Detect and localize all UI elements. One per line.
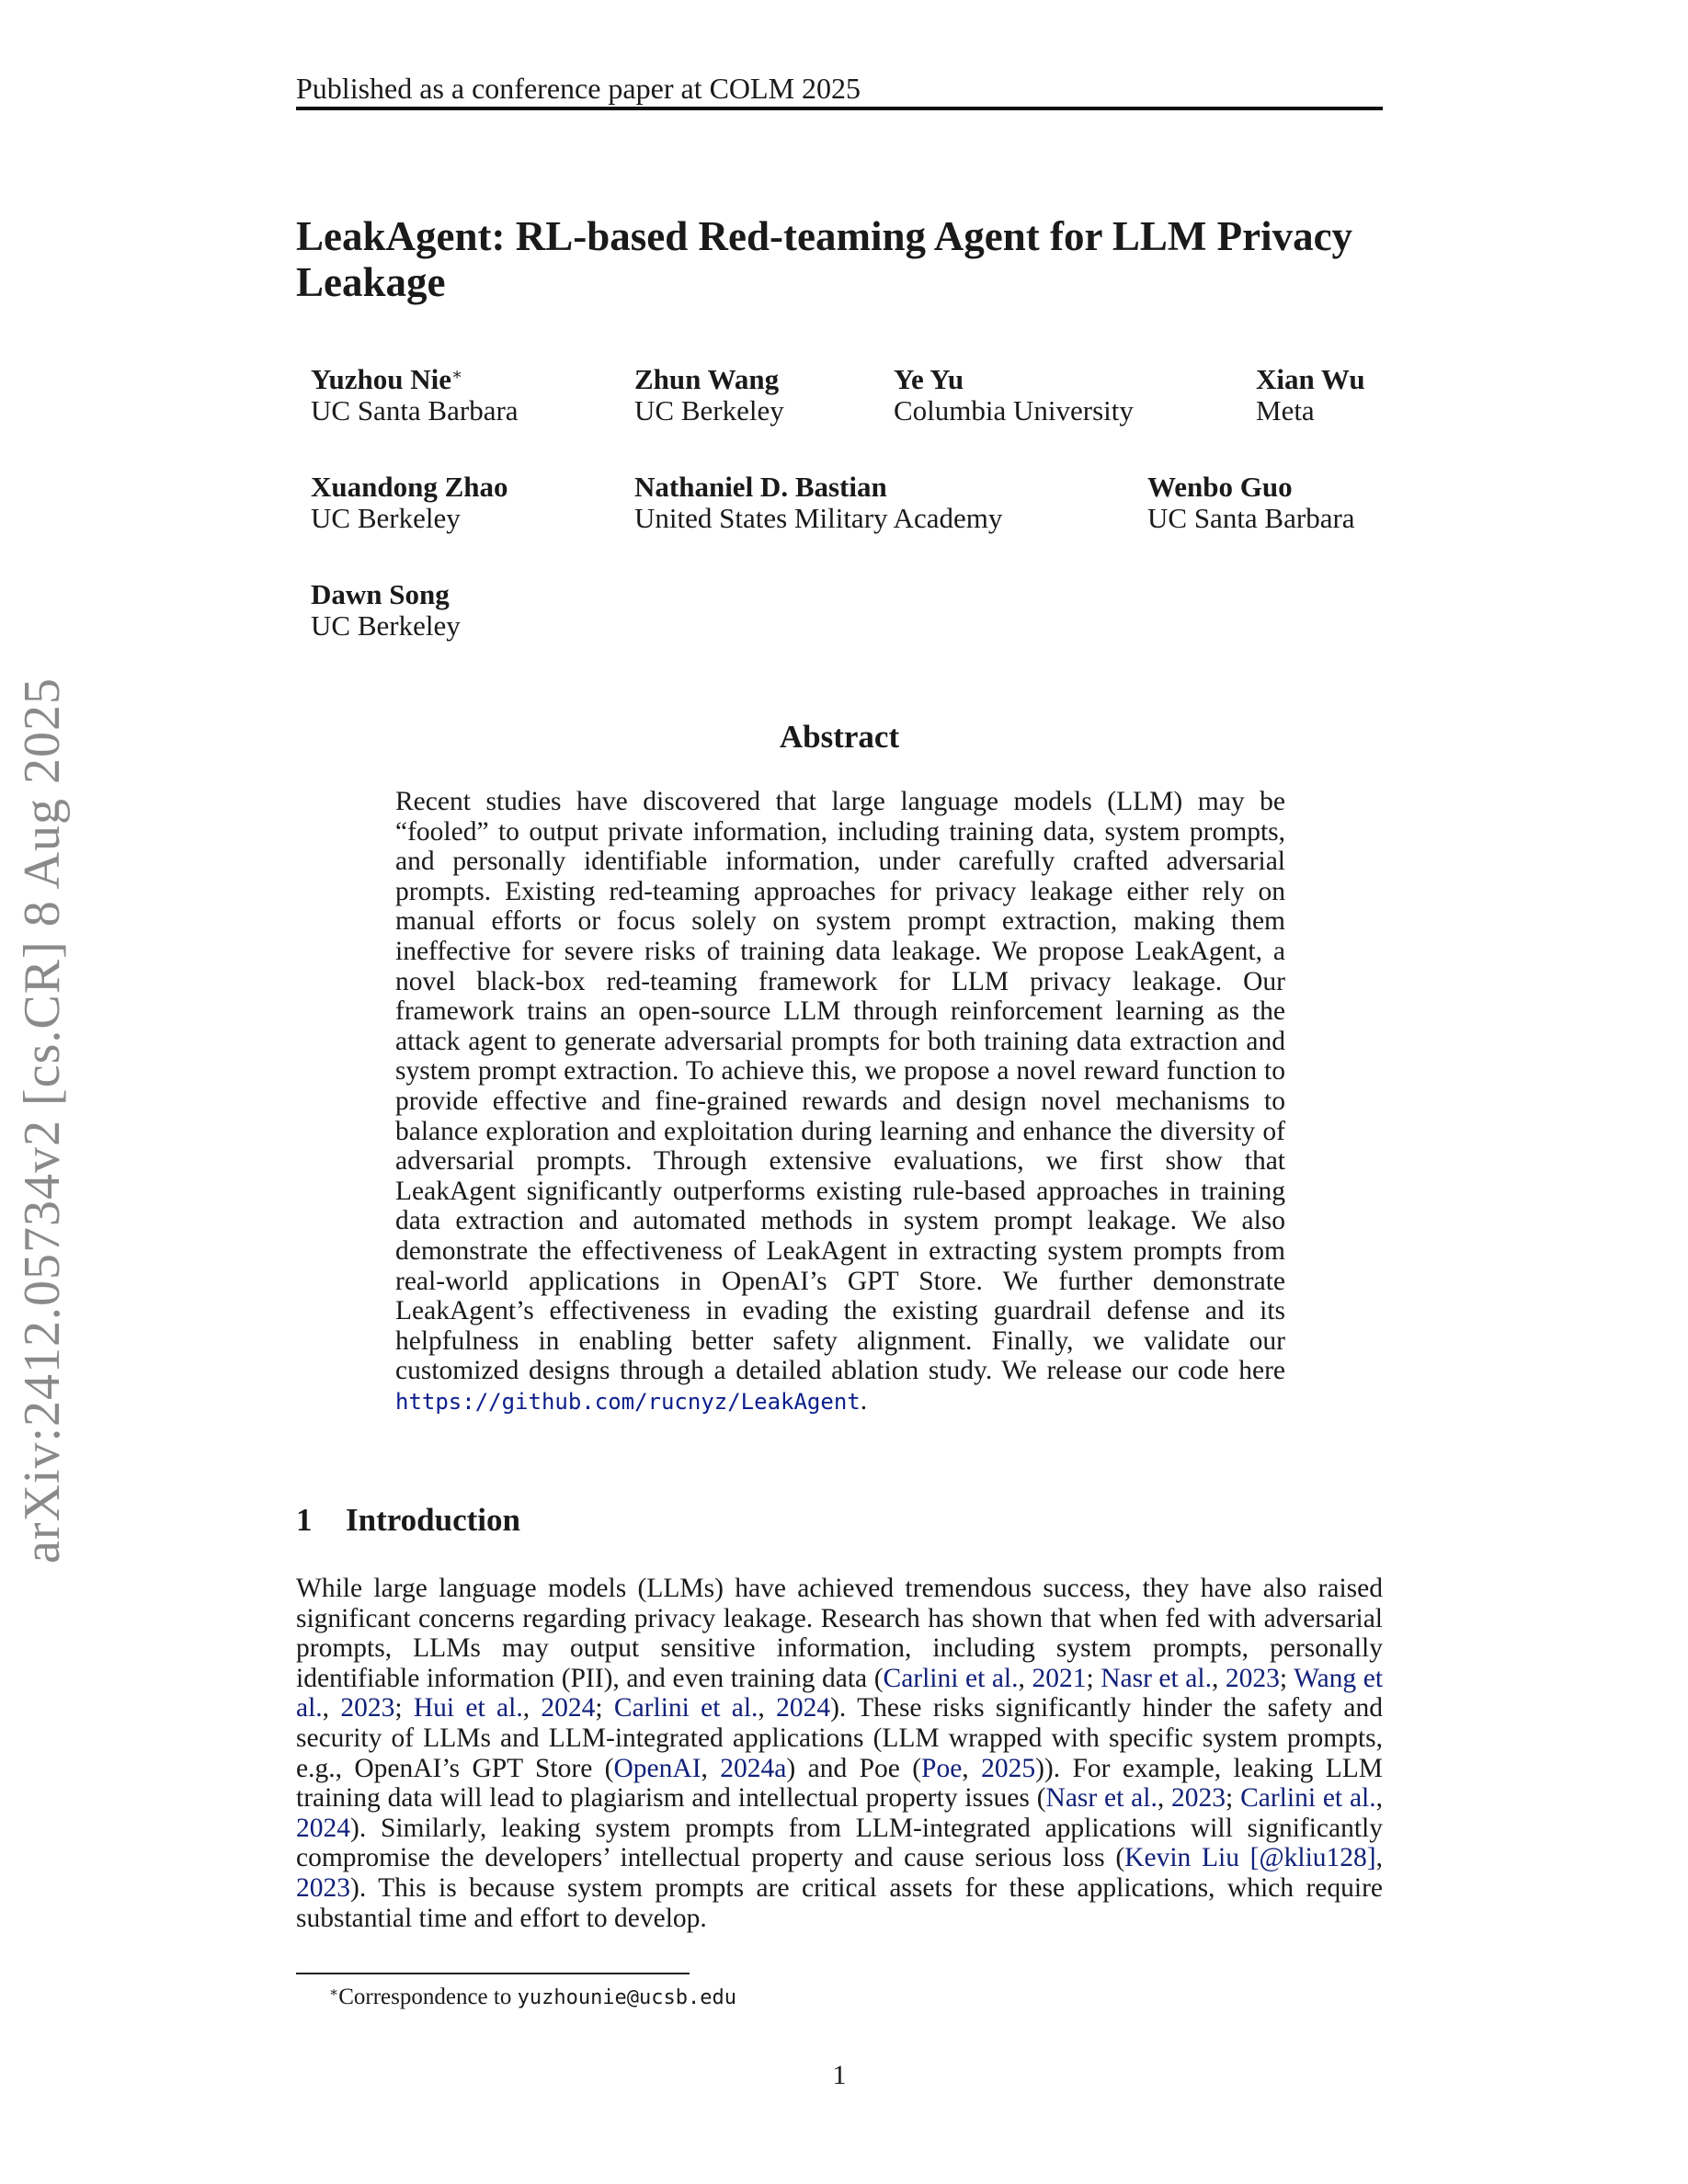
citation-link[interactable]: 2021	[1032, 1663, 1087, 1693]
author-name: Zhun Wang	[634, 363, 780, 395]
section-title: Introduction	[346, 1502, 520, 1538]
citation-sep: ;	[595, 1693, 614, 1723]
citation-link[interactable]: 2023	[296, 1872, 350, 1903]
citation-link[interactable]: 2023	[340, 1693, 395, 1723]
author-affiliation: United States Military Academy	[634, 502, 1003, 534]
footnote	[329, 1984, 736, 2012]
intro-paragraph	[296, 1574, 1383, 1933]
author-block	[311, 472, 508, 534]
citation-sep: ;	[1086, 1663, 1101, 1693]
citation-sep: ;	[1279, 1663, 1295, 1693]
correspondence-mark: ∗	[451, 365, 463, 383]
section-number: 1	[296, 1502, 313, 1538]
abstract-heading: Abstract	[779, 719, 900, 755]
author-block	[894, 364, 1134, 427]
citation-link[interactable]: Carlini et al.	[883, 1663, 1019, 1693]
citation-link[interactable]: OpenAI	[613, 1753, 701, 1783]
citation-link[interactable]: Nasr et al.	[1045, 1783, 1158, 1814]
citation-link[interactable]: 2024a	[720, 1753, 787, 1783]
citation-link[interactable]: Carlini et al.	[1240, 1783, 1376, 1814]
author-name: Yuzhou Nie∗	[311, 363, 463, 395]
author-affiliation: UC Berkeley	[634, 394, 784, 427]
author-affiliation: Meta	[1256, 394, 1315, 427]
footnote-text: Correspondence to	[338, 1985, 518, 2009]
author-name: Xuandong Zhao	[311, 471, 508, 503]
author-name: Wenbo Guo	[1147, 471, 1293, 503]
citation-link[interactable]: Poe	[921, 1753, 963, 1783]
author-name: Xian Wu	[1256, 363, 1365, 395]
citation-link[interactable]: 2023	[1225, 1663, 1280, 1693]
author-name: Ye Yu	[894, 363, 964, 395]
citation-link[interactable]: 2024	[296, 1813, 350, 1843]
citation-link[interactable]: 2024	[541, 1693, 596, 1723]
arxiv-stamp: arXiv:2412.05734v2 [cs.CR] 8 Aug 2025	[14, 677, 71, 1564]
abstract-text: Recent studies have discovered that large language models (LLM) may be “fooled” to output private information, including training data, system prompts, and personally identifiable information, under carefully crafted adversarial prompts. Existing red-teaming approaches for privacy leakage either rely on manual efforts or focus solely on system prompt extraction, making them ineffective for severe risks of training data leakage. We propose LeakAgent, a novel black-box red-teaming framework for LLM privacy leakage. Our framework trains an open-source LLM through reinforcement learning as the attack agent to generate adversarial prompts for both training data extraction and system prompt extraction. To achieve this, we propose a novel reward function to provide effective and fine-grained rewards and design novel mechanisms to balance exploration and exploitation during learning and enhance the diversity of adversarial prompts. Through extensive evaluations, we first show that LeakAgent significantly outperforms existing rule-based approaches in training data extraction and automated methods in system prompt leakage. We also demonstrate the effectiveness of LeakAgent in extracting system prompts from real-world applications in OpenAI’s GPT Store. We further demonstrate LeakAgent’s effectiveness in evading the existing guardrail defense and its helpfulness in enabling better safety alignment. Finally, we validate our customized designs through a detailed ablation study. We release our code here	[395, 787, 1285, 1386]
author-block	[634, 364, 784, 427]
footnote-rule	[296, 1973, 690, 1974]
citation-sep: ,	[701, 1753, 721, 1783]
citation-sep: ,	[1157, 1783, 1172, 1814]
footnote-mark: ∗	[329, 1985, 339, 2000]
citation-sep: ,	[1375, 1843, 1384, 1873]
citation-sep: ,	[758, 1693, 777, 1723]
citation-sep: ,	[1375, 1783, 1383, 1814]
intro-text: )). For example, leaking LLM training data will lead to plagiarism and intellectual property issues (	[296, 1753, 1384, 1814]
author-block	[1256, 364, 1365, 427]
abstract-end: .	[860, 1385, 868, 1416]
citation-link[interactable]: 2023	[1171, 1783, 1226, 1814]
abstract-body	[395, 787, 1285, 1416]
intro-text: ). These risks significantly hinder the safety and security of LLMs and LLM-integrated applications (LLM wrapped with specific system prompts, e.g., OpenAI’s GPT Store (	[296, 1693, 1384, 1783]
citation-link[interactable]: Carlini et al.	[613, 1693, 758, 1723]
running-header: Published as a conference paper at COLM 2025	[296, 72, 861, 105]
intro-text: ). This is because system prompts are critical assets for these applications, which require substantial time and effort to develop.	[296, 1872, 1383, 1933]
citation-sep: ;	[394, 1693, 414, 1723]
citation-link[interactable]: 2024	[776, 1693, 831, 1723]
intro-text: While large language models (LLMs) have achieved tremendous success, they have also raised significant concerns regarding privacy leakage. Research has shown that when fed with adversarial prompts, LLMs may output sensitive information, including system prompts, personally identifiable information (PII), and even training data (	[296, 1574, 1383, 1693]
author-affiliation: Columbia University	[894, 394, 1134, 427]
citation-sep: ,	[1211, 1663, 1226, 1693]
author-block	[1147, 472, 1355, 534]
author-block	[311, 579, 461, 642]
page-number: 1	[832, 2060, 847, 2090]
author-affiliation: UC Santa Barbara	[1147, 502, 1355, 534]
citation-sep: ,	[1018, 1663, 1032, 1693]
citation-sep: ,	[322, 1693, 341, 1723]
paper-title: LeakAgent: RL-based Red-teaming Agent for LLM Privacy Leakage	[296, 213, 1353, 305]
intro-text: ). Similarly, leaking system prompts from LLM-integrated applications will significantly compromise the developers’ intellectual property and cause serious loss (	[296, 1813, 1383, 1873]
author-affiliation: UC Santa Barbara	[311, 394, 519, 427]
citation-sep: ;	[1226, 1783, 1241, 1814]
citation-link[interactable]: Kevin Liu [@kliu128]	[1124, 1843, 1376, 1873]
intro-text: ) and Poe (	[786, 1753, 922, 1783]
header-rule	[296, 107, 1383, 110]
code-link[interactable]: https://github.com/rucnyz/LeakAgent	[395, 1388, 861, 1415]
author-name: Dawn Song	[311, 578, 450, 610]
footnote-email[interactable]: yuzhounie@ucsb.edu	[517, 1986, 737, 2009]
section-heading	[296, 1502, 520, 1539]
citation-sep: ,	[522, 1693, 542, 1723]
citation-link[interactable]: 2025	[981, 1753, 1036, 1783]
author-affiliation: UC Berkeley	[311, 502, 461, 534]
author-affiliation: UC Berkeley	[311, 609, 461, 642]
citation-link[interactable]: Wang et al.	[296, 1663, 1384, 1723]
author-block	[634, 472, 1002, 534]
author-name: Nathaniel D. Bastian	[634, 471, 887, 503]
citation-link[interactable]: Hui et al.	[413, 1693, 523, 1723]
author-block	[311, 364, 519, 427]
citation-link[interactable]: Nasr et al.	[1101, 1663, 1212, 1693]
citation-sep: ,	[962, 1753, 982, 1783]
